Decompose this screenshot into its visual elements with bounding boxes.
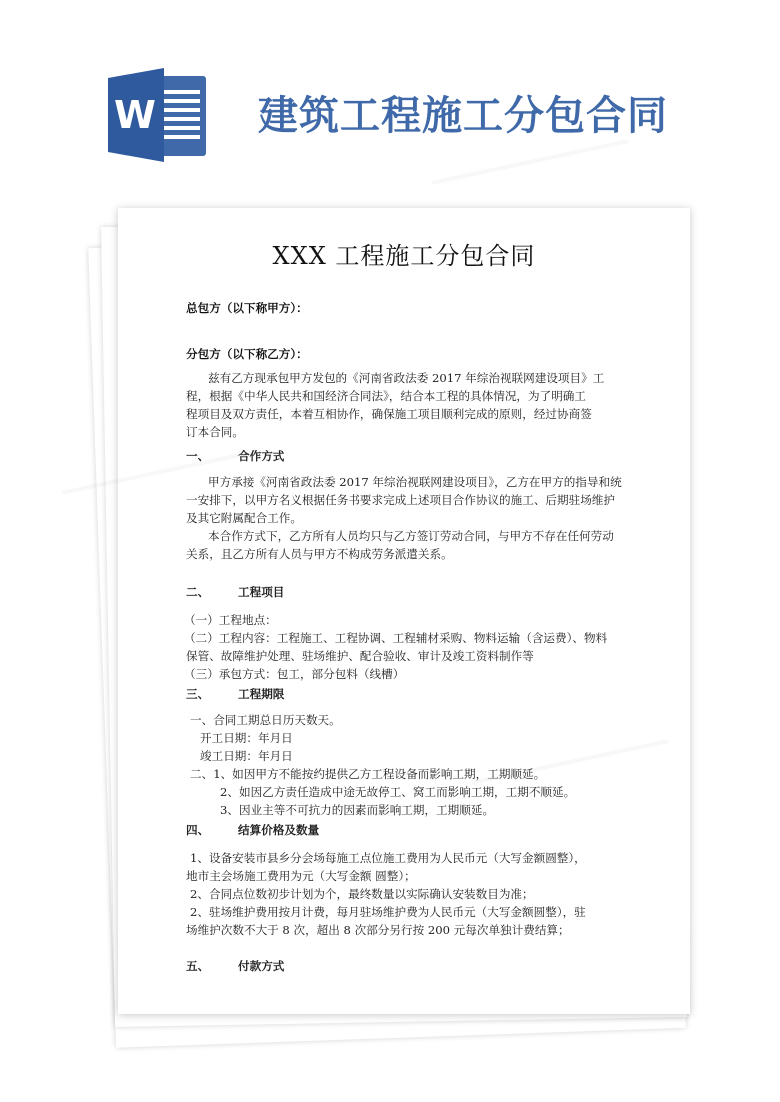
paragraph-line: 保管、故障维护处理、驻场维护、配合验收、审计及竣工资料制作等 <box>186 649 534 663</box>
paragraph-line: 地市主会场施工费用为元（大写金额 圆整）； <box>186 869 416 883</box>
paragraph-line: 场维护次数不大于 8 次，超出 8 次部分另行按 200 元每次单独计费结算； <box>186 923 570 937</box>
paragraph-line: 3、因业主等不可抗力的因素而影响工期，工期顺延。 <box>220 803 495 817</box>
word-document-icon <box>108 68 210 162</box>
paragraph-line: 及其它附属配合工作。 <box>186 511 302 525</box>
section-heading: 合作方式 <box>238 449 285 463</box>
section-number: 三、 <box>186 687 210 701</box>
paragraph-line: 2、驻场维护费用按月计费，每月驻场维护费为人民币元（大写金额圆整），驻 <box>190 905 586 919</box>
intro-line: 订本合同。 <box>186 425 244 439</box>
section-number: 五、 <box>186 959 210 973</box>
banner-title: 建筑工程施工分包合同 <box>258 93 668 139</box>
section-number: 二、 <box>186 585 210 599</box>
document-page <box>118 208 690 1014</box>
paragraph-line: （二）工程内容：工程施工、工程协调、工程辅材采购、物料运输（含运费）、物料 <box>184 631 608 645</box>
paragraph-line: 甲方承接《河南省政法委 2017 年综治视联网建设项目》，乙方在甲方的指导和统 <box>208 475 622 489</box>
intro-line: 程项目及双方责任，本着互相协作，确保施工项目顺利完成的原则，经过协商签 <box>186 407 592 421</box>
section-number: 一、 <box>186 449 210 463</box>
document-title: XXX 工程施工分包合同 <box>272 242 536 270</box>
party-a-label: 总包方（以下称甲方）： <box>186 301 308 315</box>
paragraph-line: 一、合同工期总日历天数天。 <box>190 713 341 727</box>
paragraph-line: 二、1、如因甲方不能按约提供乙方工程设备而影响工期，工期顺延。 <box>190 767 546 781</box>
section-number: 四、 <box>186 823 210 837</box>
paragraph-line: 关系，且乙方所有人员与甲方不构成劳务派遣关系。 <box>186 547 453 561</box>
paragraph-line: 一安排下，以甲方名义根据任务书要求完成上述项目合作协议的施工、后期驻场维护 <box>186 493 615 507</box>
intro-line: 程，根据《中华人民共和国经济合同法》，结合本工程的具体情况，为了明确工 <box>186 389 586 403</box>
paragraph-line: 本合作方式下，乙方所有人员均只与乙方签订劳动合同，与甲方不存在任何劳动 <box>208 529 614 543</box>
paragraph-line: （一）工程地点： <box>184 613 277 627</box>
paragraph-line: 开工日期：年月日 <box>200 731 293 745</box>
section-heading: 工程期限 <box>238 687 285 701</box>
section-heading: 付款方式 <box>238 959 285 973</box>
paragraph-line: 2、如因乙方责任造成中途无故停工、窝工而影响工期，工期不顺延。 <box>220 785 576 799</box>
svg-text:W: W <box>114 93 156 137</box>
banner <box>0 0 780 200</box>
paragraph-line: 1、设备安装市县乡分会场每施工点位施工费用为人民币元（大写金额圆整）， <box>190 851 586 865</box>
intro-line: 兹有乙方现承包甲方发包的《河南省政法委 2017 年综治视联网建设项目》工 <box>208 371 605 385</box>
paragraph-line: 竣工日期：年月日 <box>200 749 293 763</box>
section-heading: 工程项目 <box>238 585 285 599</box>
paragraph-line: 2、合同点位数初步计划为个，最终数量以实际确认安装数目为准； <box>190 887 534 901</box>
party-b-label: 分包方（以下称乙方）： <box>186 347 308 361</box>
paragraph-line: （三）承包方式：包工，部分包料（线槽） <box>184 667 405 681</box>
section-heading: 结算价格及数量 <box>238 823 320 837</box>
